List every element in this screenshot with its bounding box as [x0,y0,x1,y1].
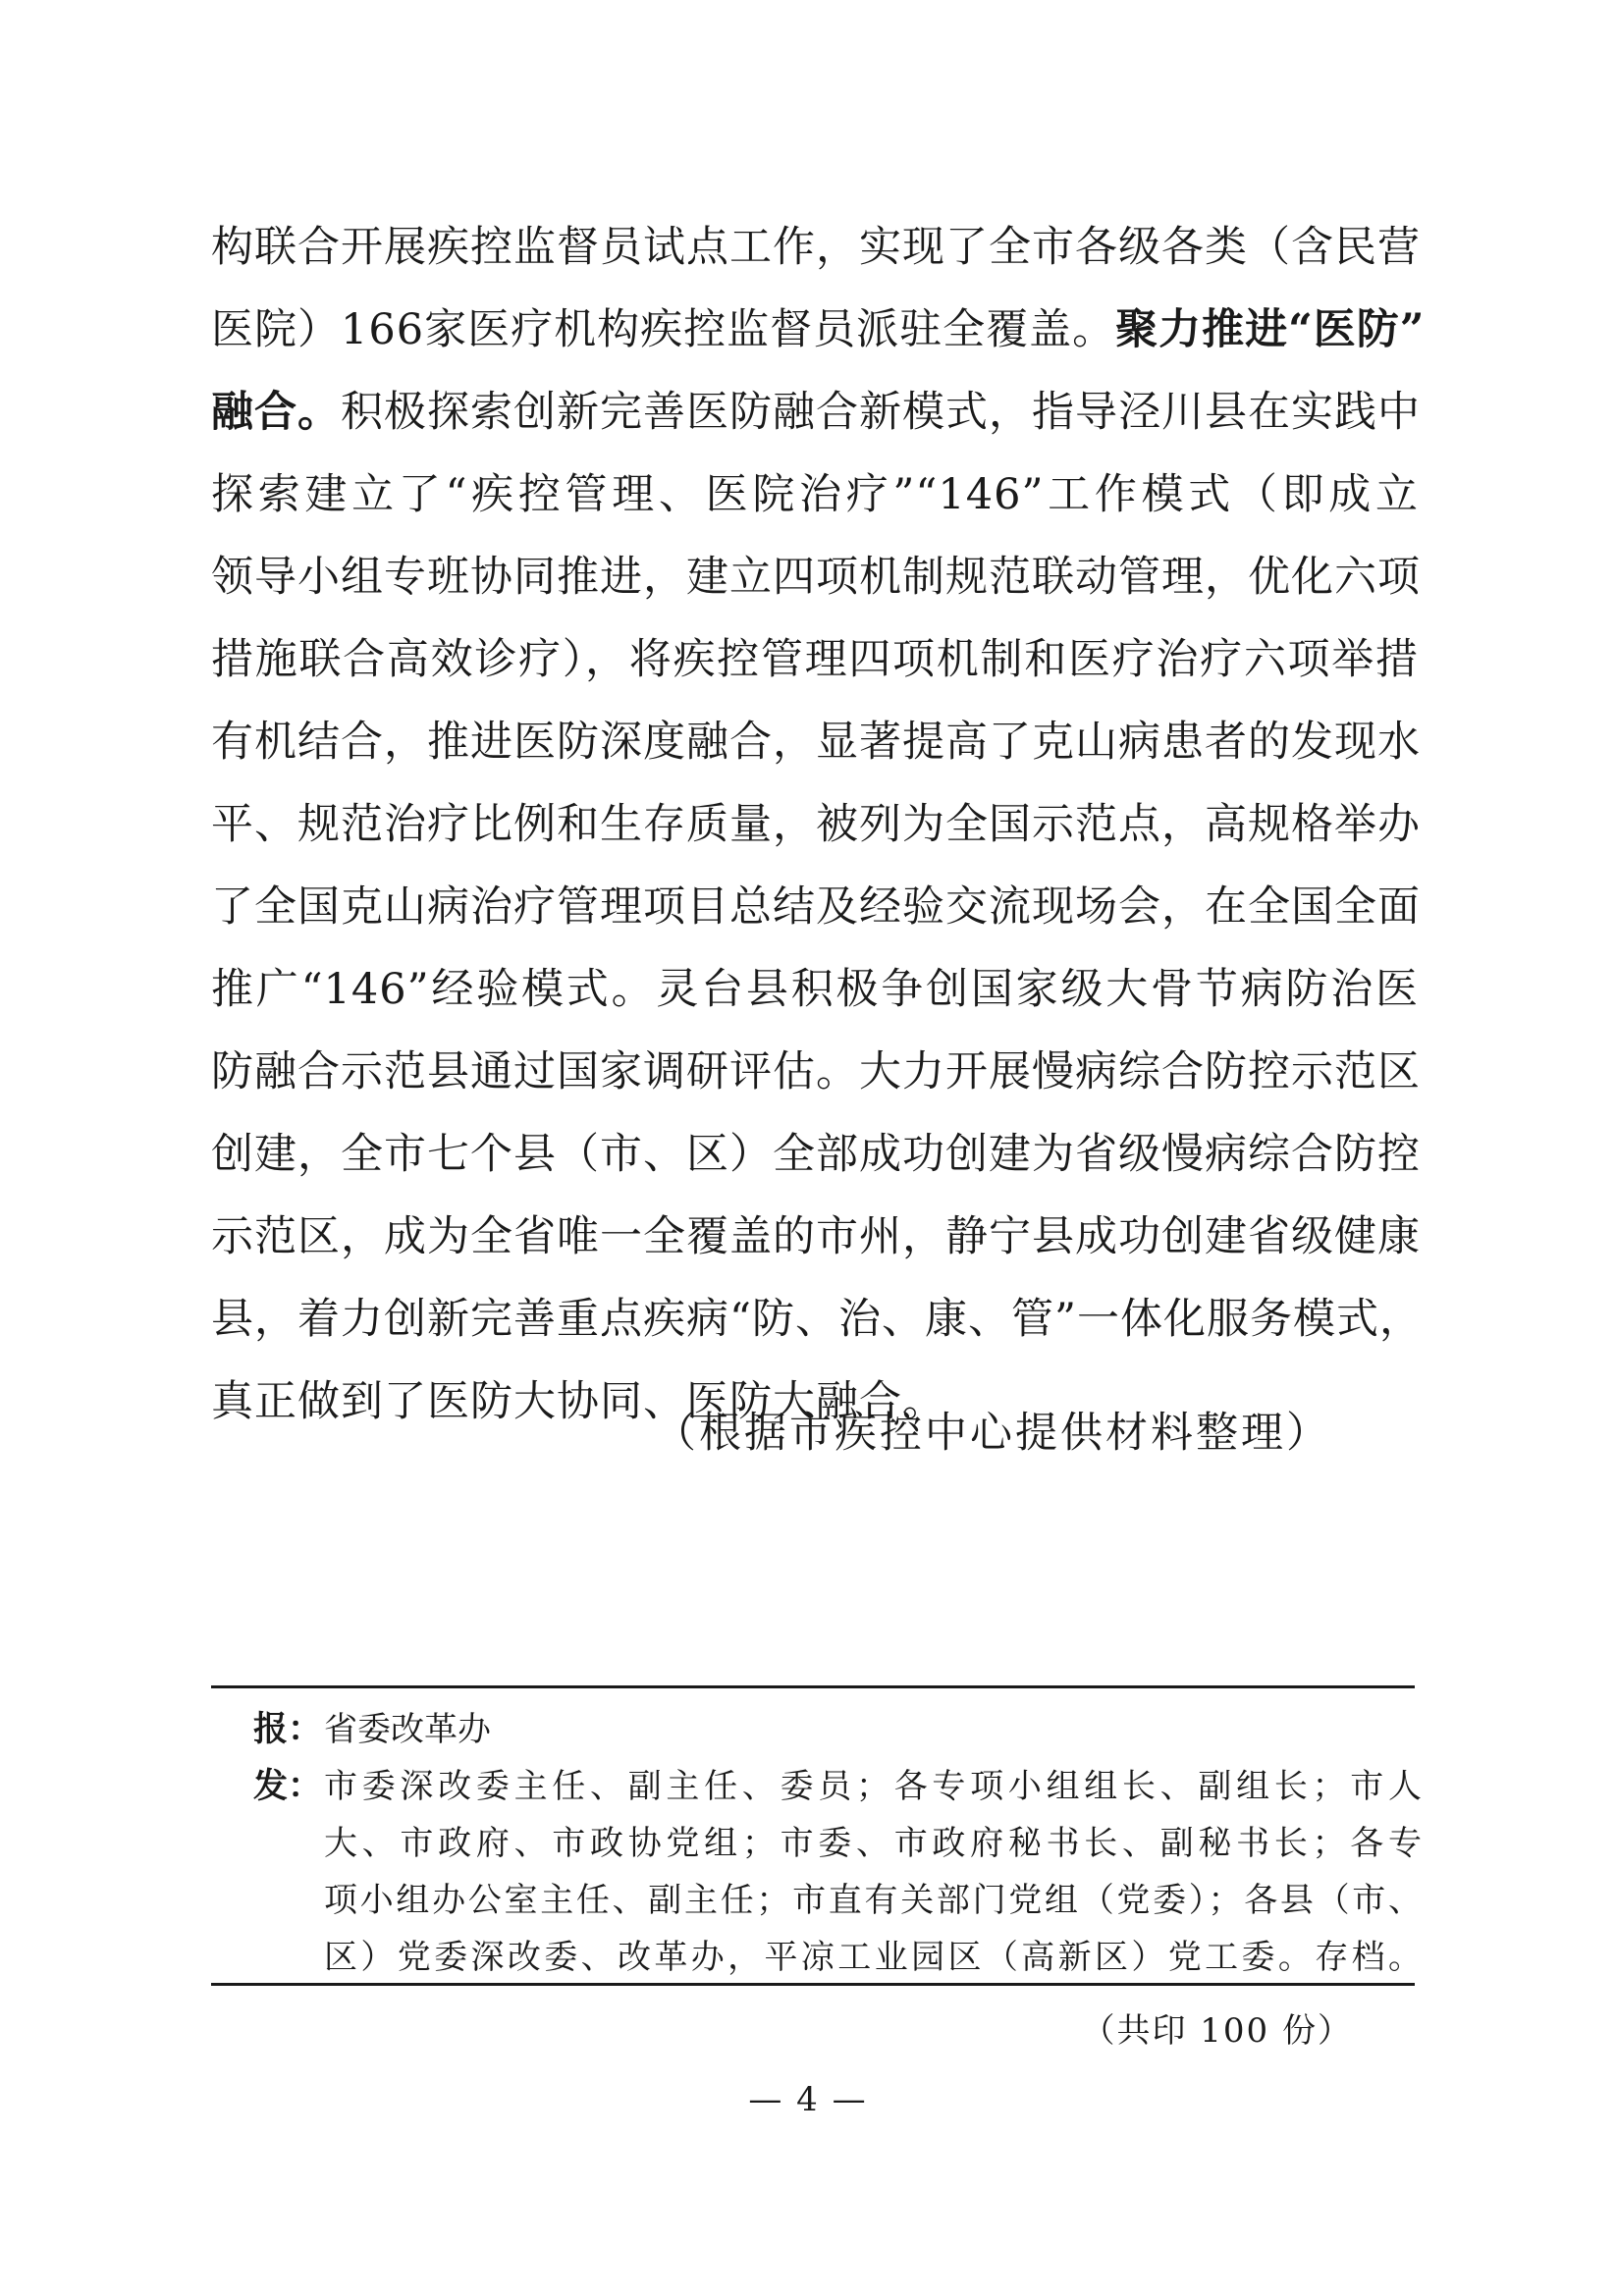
report-label: 报： [253,1710,323,1749]
text-run: 县，着力创新完善重点疾病“防、治、康、管”一体化服务模式， [211,1295,1423,1344]
body-line [211,783,1419,866]
body-line [211,1278,1423,1361]
body-line [211,618,1419,701]
send-label: 发： [253,1767,323,1806]
text-run: 探索建立了“疾控管理、医院治疗”“146”工作模式（即成立 [211,470,1419,519]
text-run: 示范区，成为全省唯一全覆盖的市州，静宁县成功创建省级健康 [211,1212,1421,1261]
body-line [211,1031,1419,1113]
body-line [211,289,1426,371]
body-line [211,1113,1419,1196]
send-lines [324,1758,1422,1986]
send-row [253,1758,1422,1986]
text-run: 推广“146”经验模式。灵台县积极争创国家级大骨节病防治医 [211,965,1419,1014]
text-run: 领导小组专班协同推进，建立四项机制规范联动管理，优化六项 [211,553,1421,602]
body-line [211,206,1419,289]
top-rule [211,1685,1415,1688]
body-line [211,701,1419,783]
report-line: 省委改革办 [324,1710,491,1749]
text-run: 积极探索创新完善医防融合新模式，指导泾川县在实践中 [341,388,1421,437]
body-line [211,948,1419,1031]
distribution-block [253,1701,1422,1986]
body-text [211,206,1426,1443]
text-run: 医院）166家医疗机构疾控监督员派驻全覆盖。 [211,305,1116,354]
body-line [211,371,1419,454]
text-run: 构联合开展疾控监督员试点工作，实现了全市各级各类（含民营 [211,223,1421,272]
text-run: 防融合示范县通过国家调研评估。大力开展慢病综合防控示范区 [211,1047,1421,1096]
body-line [211,1196,1419,1278]
send-line: 市委深改委主任、副主任、委员；各专项小组组长、副组长；市人 [324,1767,1422,1806]
send-line: 大、市政府、市政协党组；市委、市政府秘书长、副秘书长；各专 [324,1824,1422,1863]
bold-phrase: 聚力推进“医防” [1115,305,1426,354]
report-row [253,1701,1422,1758]
body-line [211,536,1419,618]
body-line [211,454,1419,536]
send-line: 项小组办公室主任、副主任；市直有关部门党组（党委）；各县（市、 [324,1881,1422,1920]
text-run: 了全国克山病治疗管理项目总结及经验交流现场会，在全国全面 [211,882,1421,932]
bold-phrase: 融合。 [211,388,341,437]
text-run: 创建，全市七个县（市、区）全部成功创建为省级慢病综合防控 [211,1130,1421,1179]
text-run: 有机结合，推进医防深度融合，显著提高了克山病患者的发现水 [211,718,1421,767]
send-line: 区）党委深改委、改革办，平凉工业园区（高新区）党工委。存档。 [324,1938,1422,1977]
copies-note: （共印 100 份） [1081,2011,1353,2051]
body-line [211,866,1419,948]
source-note: （根据市疾控中心提供材料整理） [654,1409,1331,1458]
text-run: 平、规范治疗比例和生存质量，被列为全国示范点，高规格举办 [211,800,1421,849]
report-lines [324,1701,1422,1758]
bottom-rule [211,1983,1415,1986]
text-run: 措施联合高效诊疗），将疾控管理四项机制和医疗治疗六项举措 [211,635,1419,684]
text-run: 真正做到了医防大协同、医防大融合。 [211,1377,945,1426]
page-number: — 4 — [748,2080,868,2119]
